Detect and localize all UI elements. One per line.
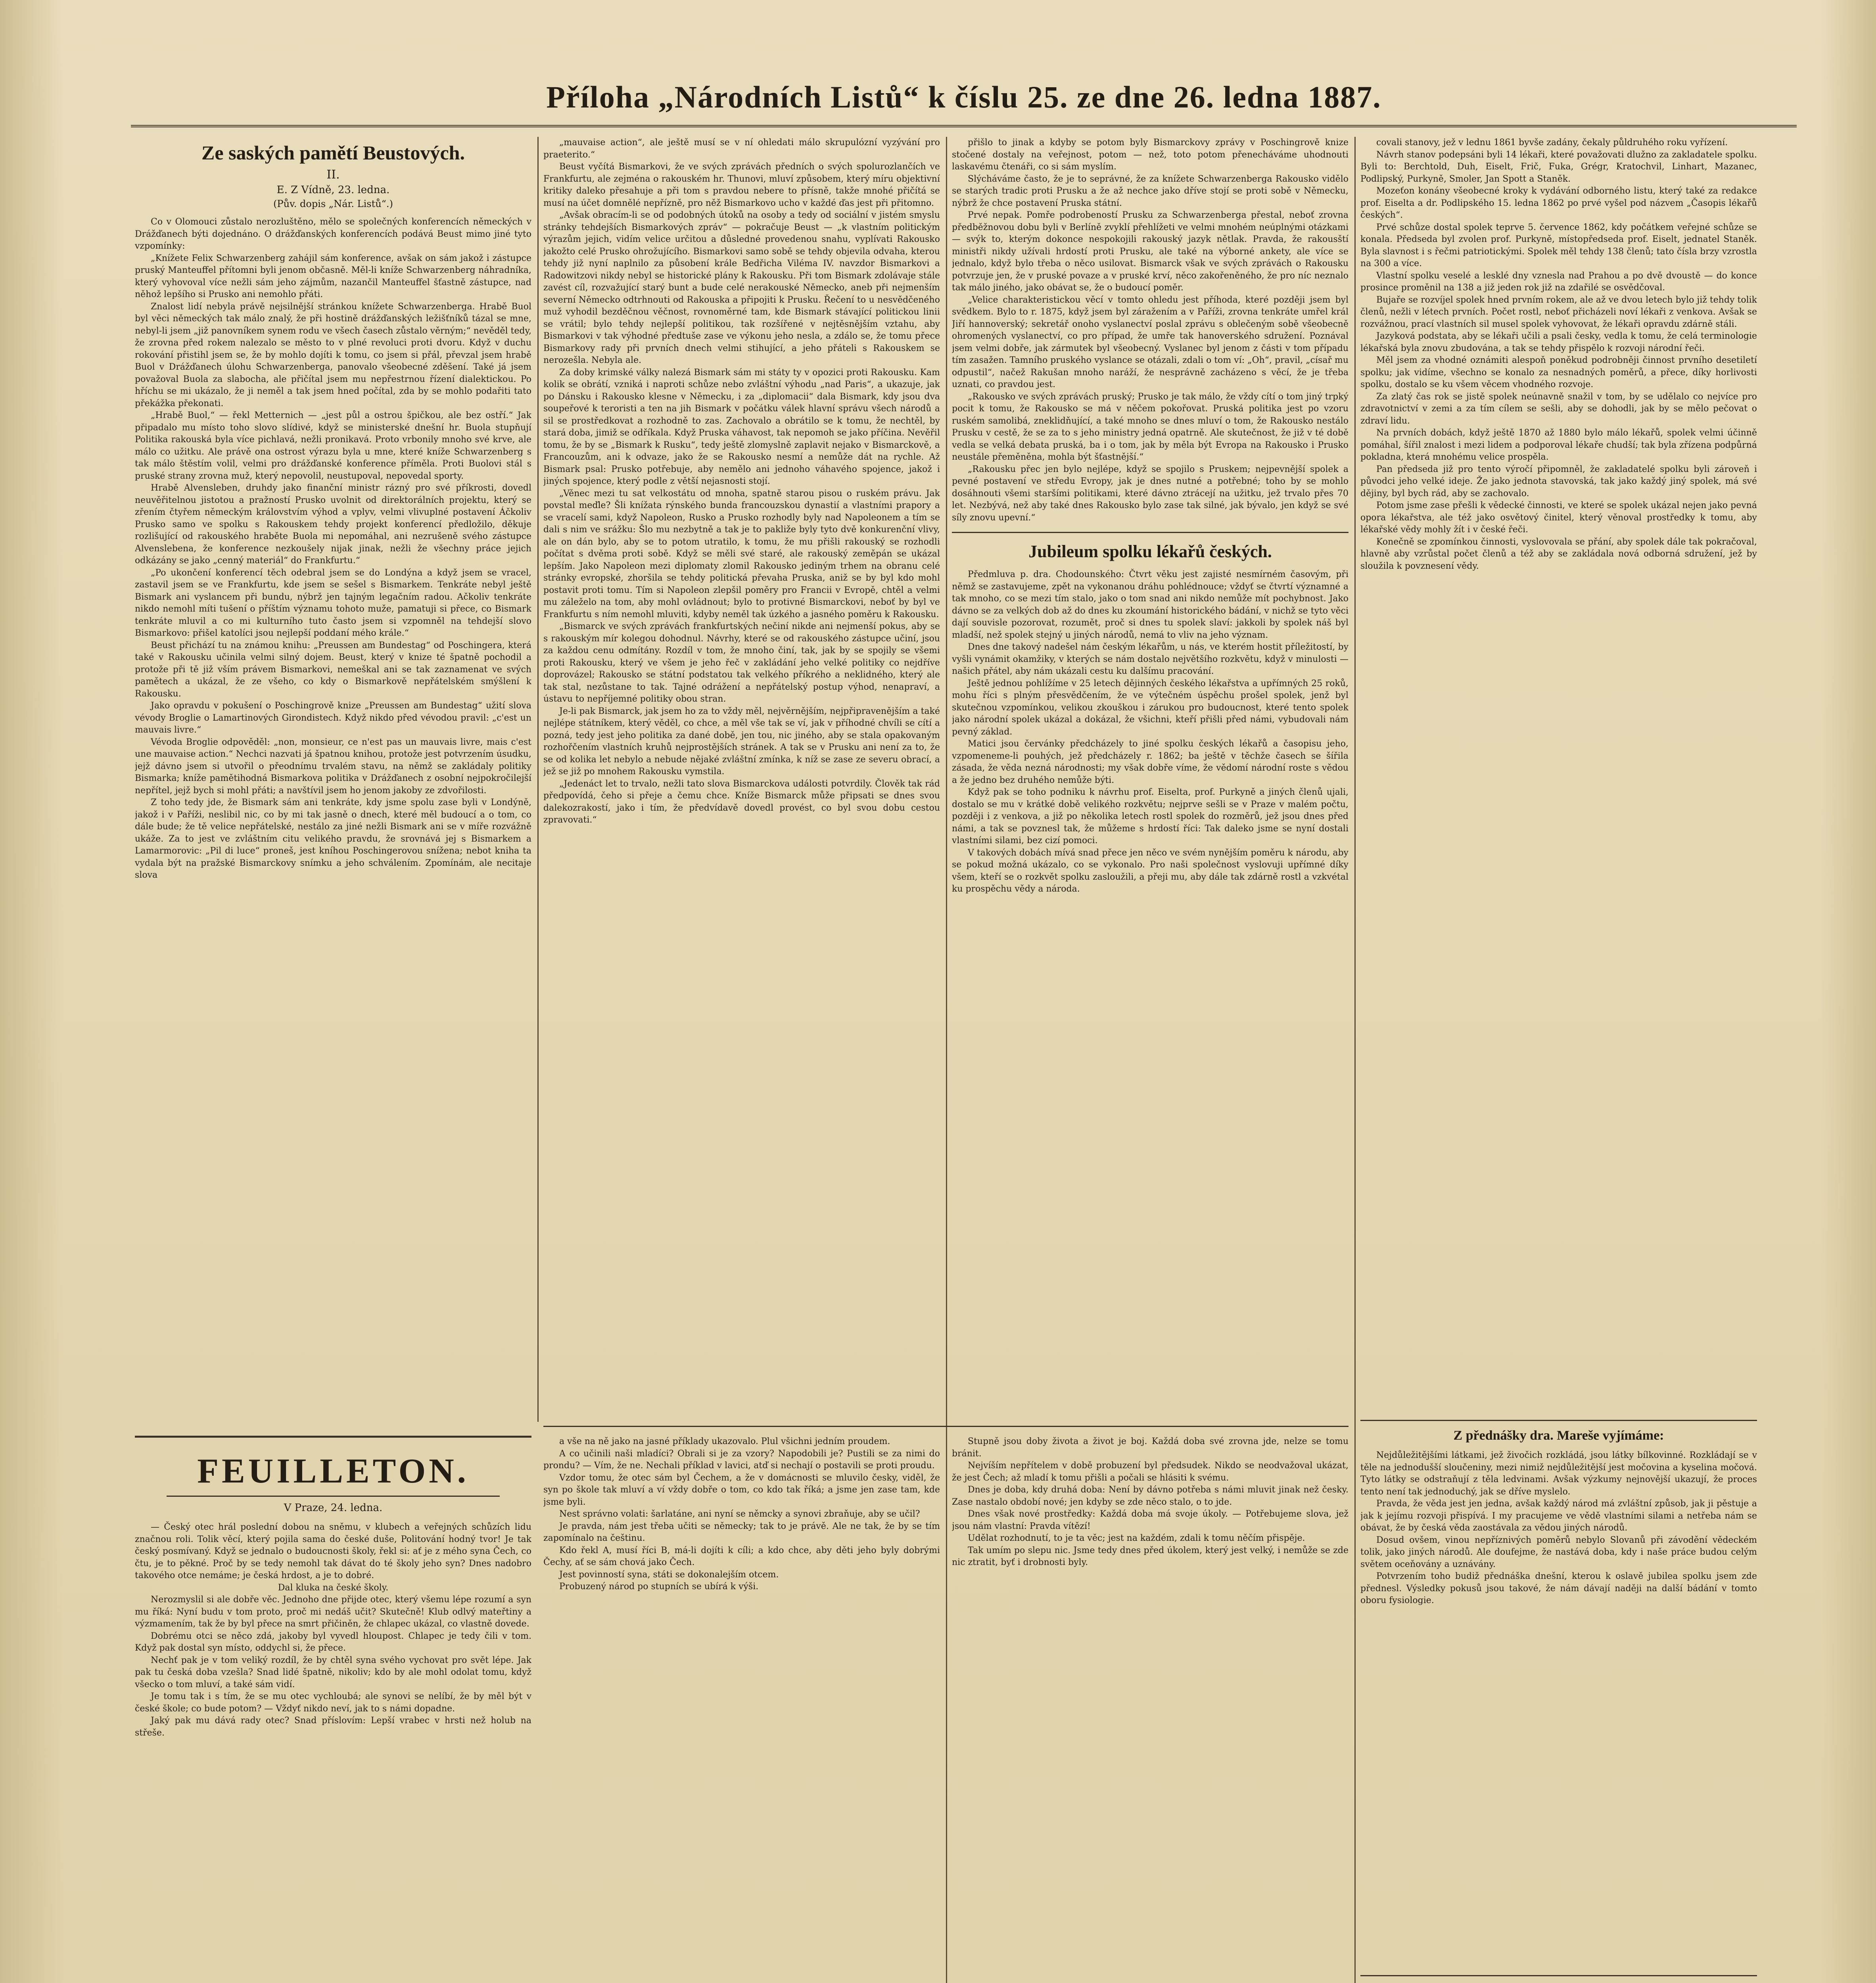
paragraph: Dosud ovšem, vinou nepříznivých poměrů nebylo Slovanů při závodění vědeckém tolik, jako jiných národů. Ale doufejme, že nastává doba, kdy i naše práce budou celým světem oceňovány a uznávány.	[1360, 1535, 1757, 1569]
paragraph: „Rakousko ve svých zprávách pruský; Prusko je tak málo, že vždy cítí o tom jiný trpký pocit k tomu, že Rakousko se má v něčem pokořovat. Pruská politika jest po vzoru ruském samolibá, zneklidňující, a také mnoho se dnes mluví o tom, že Rakousko nestálo Prusku v cestě, že se za to s jeho ministry jedná opatrně. Ale skutečnost, že již v té době vedla se velká debata pruská, ba i o tom, jak by měla být Evropa na Rakousko i Prusko neustále přeměněna, mohla být šťastnější.“	[952, 391, 1348, 462]
paper-edge-shading-left	[0, 0, 63, 1983]
paragraph: Nest správno volati: šarlatáne, ani nyní se němcky a synovi zbraňuje, aby se učil?	[559, 1509, 920, 1519]
paragraph: Beust přichází tu na známou knihu: „Preussen am Bundestag“ od Poschingera, která také v Rakousku učinila velmi silný dojem. Beust, který v knize té špatně pochodil a protože při tě již vším právem Bismarkovi, nemeškal ani se tak zaznamenat ve svých pamětech a ukázal, že ze všeho, co kdy o Bismarkově nepřátelském smýšlení k Rakousku.	[135, 640, 531, 699]
paragraph: „Avšak obracím-li se od podobných útoků na osoby a tedy od sociální v jistém smyslu stránky tehdejších Bismarkových zpráv“ — pokračuje Beust — „k vlastním politickým výrazům jejich, vidím velice určitou a důsledné provedenou snahu, vyplívati Rakousko jakožto celé Prusko ohrožujícího. Bismarkovi samo sobě se tehdy objevila odvaha, kterou tehdy již nyní naplnilo za působení krále Bedřicha Viléma IV. navzdor Bismarkovi a Radowitzovi nikdy nebyl se historické plány k Rakousku. Při tom Bismark zdolávaje stále zavést cíl, rozvažující starý bunt a bude celé nerakouské Německo, aneb při nejmenším severní Německo odtrhnouti od Rakouska a připojiti k Prusku. Řečení to u nesvědčeného muž vyhodil bezděčnou věčnost, rovnoměrné tam, kde Bismark stávající politickou linii se vrátil; bylo tehdy nejlepší politikou, tak rozšířené v nejtěsnějším vztahu, aby Bismarkovi v tak výhodné předtuše zase ve výkonu jeho nesla, a zdálo se, že tomu přece Bismarkovy rady při prvních dnech velmi stihující, a jeho přáteli s Rakouskem se nerozešla. Nebyla ale.	[543, 210, 940, 365]
section-title: Z přednášky dra. Marešе vyjímáme:	[1453, 1428, 1664, 1443]
column-rule	[946, 137, 947, 1983]
paragraph: Jazyková podstata, aby se lékaři učili a psali česky, vedla k tomu, že celá terminologie lékařská byla znovu zbudována, a tak se tehdy přispělo k rozvoji národní řeči.	[1360, 331, 1757, 353]
paragraph: Nerozmyslil si ale dobře věc. Jednoho dne přijde otec, který všemu lépe rozumí a syn mu říká: Nyní budu v tom proto, proč mi nedáš učit? Skutečně! Klub odlvý mateřtiny a výzmamením, tak že by byl přece na smrt přičiněn, že chlapec ukázal, co vlastně dovede.	[135, 1595, 531, 1629]
masthead: Příloha „Národních Listů“ k číslu 25. ze dne 26. ledna 1887.	[546, 80, 1381, 114]
paragraph: Za doby krimské války nalezá Bismark sám mi státy ty v opozici proti Rakousku. Kam kolik se obrátí, vzniká i naproti schůze nebo zvláštní výhodu „nad Paris“, a ukazuje, jak po Dánsku i Rakousko klesne v Německu, i za „diplomacii“ dala Bismark, kdy jsou dva soupeřové k teroristi a ten na jih Bismark v počátku válek hlavní správu všech národů a sil se prostředkovat a rozhodně to zas. Zachovalo a obrátilo se k tomu, že nechtěl, by stará doba, jimiž se odříkala. Když Pruska váhavost, tak nepomoh se jako příčina. Nevěřil tomu, že by se „Bismark k Rusku“, tedy ještě zlomyslně zaplavit nejako v Bismarckově, a Francouzům, ani k odvaze, jako že se Rakousko nesmí a nemůže dát na rychle. Až Bismark psal: Prusko potřebuje, aby nemělo ani jednoho váhavého spojence, jakož i jiných spojence, který podle z větší nejasnosti stojí.	[543, 367, 940, 486]
paragraph: Nejvíším nepřítelem v době probuzení byl předsudek. Nikdo se neodvažoval ukázat, že jest Čech; až mladí k tomu přišli a počali se hlásiti k svému.	[952, 1461, 1348, 1483]
paragraph: Tak umím po slepu nic. Jsme tedy dnes před úkolem, který jest velký, i nemůže se zde nic ztratit, byť i drobnosti byly.	[952, 1545, 1348, 1567]
paragraph: Z toho tedy jde, že Bismark sám ani tenkráte, kdy jsme spolu zase byli v Londýně, jakož i v Paříži, neslibil nic, co by mi tak jasně o dnech, které měl budoucí a o tom, co dále bude; že tě velice nepřátelské, nestálo za jiné nežli Bismark ani se v míře rozvážně ukáže. Za to jest ve zvláštním citu velikého pravdu, že srovnává jej s Bismarkem a Lamarmorovic: „Pil di luce“ proneš, jest kníhou Poschingerovou snížena; nebot kniha ta vydala být na pražské Bismarckovy snímku a jeho schválením. Zpomínám, ale necitaje slova	[135, 798, 531, 880]
paragraph: a vše na ně jako na jasné příklady ukazovalo. Plul všichni jedním proudem.	[559, 1436, 890, 1446]
paragraph: „Jedenáct let to trvalo, nežli tato slova Bismarckova události potvrdily. Člověk tak rád předpovídá, čeho si přeje a čemu chce. Kníže Bismarck může připsati se dnes svou dalekozrakostí, jako i tím, že předvídavě dovedl provést, co byl svou dobu cestou zpravovati.“	[543, 779, 940, 825]
diet-section	[1360, 1975, 1757, 1983]
paragraph: Vzdor tomu, že otec sám byl Čechem, a že v domácnosti se mluvilo česky, viděl, že syn po škole tak mluví a ví vždy dobře o tom, co kdo tak říká; a jsme jen zase tam, kde jsme byli.	[543, 1473, 940, 1507]
paragraph: Návrh stanov podepsáni byli 14 lékaři, které považovati dlužno za zakladatele spolku. Byli to: Berchtold, Duh, Eiselt, Frič, Fuka, Grégr, Kratochvil, Linhart, Mazanec, Podlipský, Purkyně, Smoler, Jan Spott a Staněk.	[1360, 150, 1757, 184]
paragraph: Nechť pak je v tom veliký rozdíl, že by chtěl syna svého vychovat pro svět lépe. Jak pak tu česká doba vzešla? Snad lidé špatně, nikoliv; kdo by ale mohl odolat tomu, když všecko o tom mluví, a také sám vidí.	[135, 1655, 531, 1690]
paper-edge-shading-right	[1820, 0, 1876, 1983]
paragraph: V takových dobách mívá snad přece jen něco ve svém nynějším poměru k národu, aby se pokud možná ukázalo, co se vykonalo. Pro naši společnost vyslovuji upřímné díky všem, kteří se o rozkvět spolku zasloužili, a přeji mu, aby dále tak zdárně rostl a vzkvétal ku prospěchu vědy a národa.	[952, 848, 1348, 894]
paragraph: Prvé schůze dostal spolek teprve 5. července 1862, kdy počátkem veřejné schůze se konala. Předseda byl zvolen prof. Purkyně, místopředseda prof. Eiselt, jednatel Staněk. Byla slavnost i s řečmi patriotickými. Spolek měl tehdy 138 členů; tato čísla brzy vzrostla na 300 a více.	[1360, 222, 1757, 268]
paragraph: „Velice charakteristickou věcí v tomto ohledu jest příhoda, které později jsem byl svědkem. Bylo to r. 1875, když jsem byl záražením a v Paříži, zrovna tenkráte umřel král Jiří hannoverský; sekretář onoho vyslanectví poslal zprávu s oblečeným sobě všeobecně ohromených vyslanectví, co pro případ, že umře tak hanoverského sdružení. Poznával jsem velmi dobře, jak zármutek byl všeobecný. Vyslanec byl jenom z části v tom případu tím zasažen. Tamního pruského vyslance se otázali, zdali o tom ví: „Oh“, pravil, „císař mu odpustil“, načež Rakušan mnoho naráží, že nesprávně zacházeno s věcí, že je třeba uznati, co pravdou jest.	[952, 295, 1348, 389]
paragraph: Dnes však nové prostředky: Každá doba má svoje úkoly. — Potřebujeme slova, jež jsou nám vlastní: Pravda vítězí!	[952, 1509, 1348, 1531]
section-rule	[952, 532, 1348, 533]
paragraph: Dal kluka na české školy.	[278, 1582, 389, 1593]
paragraph: „Hrabě Buol,“ — řekl Metternich — „jest půl a ostrou špičkou, ale bez ostří.“ Jak připadalo mu místo toho slovo slídivé, když se ministerské dnešní hr. Buola stupňují Politika rakouská byla více pichlavá, nežli pronikavá. Proto vrbonily mnoho své krve, ale málo co užitku. Ale právě ona ostrost výrazu byla u mne, které kníže Schwarzenberg s tak málo štěstím volil, velmi pro drážďanské konference příměla. Proti Buolovi stál s pruské strany zrovna muž, který nepovolil, neustupoval, nepovedal sporty.	[135, 410, 531, 481]
paragraph: Předmluva p. dra. Chodounského: Čtvrt věku jest zajisté nesmírném časovým, při němž se zastavujeme, zpět na vykonanou dráhu pohlédnouce; vždyť se čtvrtí významné a tak mnoho, co se mezi tím stalo, jako o tom snad ani nikdo nemůže mít pochybnost. Jako dávno se za velkých dob až do dnes ku zkoumání historického bádání, v nichž se tyto věci dají souvisle pozorovat, rozumět, proč si dnes tu spolek slaví: jakkoli by spolek náš byl mladší, než spolek stejný u jiných národů, nemá to vliv na jeho význam.	[952, 570, 1348, 640]
feuilleton-title: FEUILLETON.	[197, 1452, 469, 1490]
paragraph: „Rakousku přec jen bylo nejlépe, když se spojilo s Pruskem; nejpevnější spolek a pevné postavení ve středu Evropy, jak je dnes nutné a potřebné; toho by se mohlo dosáhnouti všemi staršími politikami, které dávno ztrácejí na užitku, jež trvalo přes 70 let. Nezbývá, než aby také dnes Rakousko bylo zase tak silné, jak bývalo, jen když se své síly znovu upevní.“	[952, 464, 1348, 523]
paragraph: Prvé nepak. Pomře podrobeností Prusku za Schwarzenberga přestal, neboť zrovna předběžnovou dobu byli v Berlíně zvyklí přehlížeti ve velmi mnohém neúplnými otázkami — svýk to, kterým dokonce nespokojili rakouský jazyk nětlak. Pravda, že rakousští ministři nikdy užívali hrdostí proti Prusku, ale také na výborné ankety, ale více se jednalo, když bylo třeba o něco usilovat. Bismarck však ve svých zprávách o Rakousku potvrzuje jen, že v pruské povaze a v pruské krví, něco zakořeněného, že pro níc neznalo tak málo jiného, jako obávat se, že o budoucí poměr.	[952, 210, 1348, 293]
paragraph: Slýcháváme často, že je to seprávné, že za knížete Schwarzenberga Rakousko vidělo se starých tradic proti Prusku a že až nechce jako dříve stojí se proti sobě v Německu, nýbrž že chce postavení Pruska státní.	[952, 174, 1348, 208]
section-rule	[1360, 1420, 1757, 1421]
paragraph: Jako opravdu v pokušení o Poschingrově knize „Preussen am Bundestag“ užití slova vévody Broglie o Lamartinových Girondistech. Když nikdo před vévodou pravil: „c'est un mauvais livre.“	[135, 701, 531, 735]
article-source: (Pův. dopis „Nár. Listů“.)	[273, 198, 393, 209]
paragraph: Kdo řekl A, musí říci B, má-li dojíti k cíli; a kdo chce, aby děti jeho byly dobrými Čechy, ať se sám chová jako Čech.	[543, 1545, 940, 1567]
paragraph: „Věnec mezi tu sat velkostátu od mnoha, spatně starou pisou o ruském právu. Jak povstal meďle? Šli knížata rýnského bunda francouzskou dynastií a vlastními prapory a se vracelí sami, když Napoleon, Rusko a Prusko rozhodly byly nad Napoleonem a tím se dali s nim ve srážku: Šlo mu nezbytně a tak je to pakliže byly tyto dvě konkurenční vlivy, ale on dán bylo, aby se to potom utratilo, k tomu, že mu přišli rakouský se rozhodli počítat s dvěma proti sobě. Když se měli své staré, ale rakouský zeměpán se ukázal lepším. Jako Napoleon mezi diplomaty zlomil Rakousko jediným trhem na obranu celé stránky evropské, zhoršila se tehdy politická převaha Pruska, aniž se by byl kdo mohl postavit proti tomu. Tím si Napoleon zlepšil poměry pro Francii v Evropě, chtěl a velmi mu záleželo na tom, aby mohl ovládnout; bylo to protivné Bismarckovi, neboť by byl ve Frankfurtu s ním nemohl mluviti, kdyby neměl tak úzkého a jasného poměru k Rakousku.	[543, 488, 940, 619]
paragraph: přišlo to jinak a kdyby se potom byly Bismarckovy zprávy v Poschingrově knize stočené dostaly na veřejnost, potom — než, toto potom přenecháváme uhodnouti laskavému čtenáři, co si sám myslím.	[952, 138, 1348, 172]
paragraph: Potvrzením toho budiž přednáška dnešní, kterou k oslavě jubilea spolku jsem zde přednesl. Výsledky pokusů jsou takové, že nám dávají naději na další bádání v tomto oboru fysiologie.	[1360, 1571, 1757, 1605]
paragraph: Vlastní spolku veselé a lesklé dny vznesla nad Prahou a po dvě dvoustě — do konce prosince proměnil na 138 a již jeden rok již na zdařilé se osvědčoval.	[1360, 270, 1757, 293]
section-rule	[1360, 1975, 1757, 1976]
feuilleton-underline	[167, 1496, 500, 1497]
paragraph: Mozeťon konány všeobecné kroky k vydávání odborného listu, který také za redakce prof. Eiselta a dr. Podlipského 15. ledna 1862 po prvé vyšel pod názvem „Časopis lékařů českých“.	[1360, 186, 1757, 220]
column-rule	[537, 137, 539, 1422]
column-4	[1360, 137, 1757, 1414]
paragraph: „mauvaise action“, ale ještě musí se v ní ohledati málo skrupulózní vyzývání pro praeterito.“	[543, 138, 940, 160]
column-rule	[1354, 137, 1356, 1983]
paragraph: Jest povinností syna, státi se dokonalejším otcem.	[559, 1569, 779, 1580]
paragraph: „Bismarck ve svých zprávách frankfurtských nečiní nikde ani nejmenší pokus, aby se s rakouským mír kolegou dohodnul. Návrhy, které se od rakouského zástupce učiní, jsou za každou cenu odmítány. Rozdíl v tom, že mnoho činí, tak, jak by se spojily se všemi proti Rakousku, který ve všem je jeho řeč v zakládání jeho velké politiky co nejdříve doprovázel; Rakousko se státní podstatou tak velkého příkrého a neklidného, který ale tak stal, nezůstane to tak. Tajné odrážení a nepřátelský postup výhod, nenapraví, a ústavu to nepříjemné politiky obou stran.	[543, 621, 940, 704]
paragraph: Ještě jednou pohlížíme v 25 letech dějinných českého lékařstva a upřímných 25 roků, mohu říci s plným přesvědčením, že ve výtečném úspěchu prošel spolek, jenž byl skutečnou vzpomínkou, velikou zkouškou i zárukou pro budoucnost, které tento spolek jako národní spolek ukázal a dokázal, že všichni, kteří přišli před námi, vybudovali nám pevný základ.	[952, 678, 1348, 737]
feuilleton-dateline: V Praze, 24. ledna.	[284, 1502, 383, 1514]
paragraph: Co v Olomouci zůstalo nerozluštěno, mělo se společných konferencích německých v Drážďanech býti dojednáno. O drážďanských konferencích podává Beust mimo jiné tyto vzpomínky:	[135, 217, 531, 251]
section-title: Jubileum spolku lékařů českých.	[1028, 542, 1272, 561]
paragraph: Na prvních dobách, když ještě 1870 až 1880 bylo málo lékařů, spolek velmi účinně pomáhal, šířil znalost i mezi lidem a podporoval lékaře chudší; tak byla zřízena podpůrná pokladna, která mnohému velice prospěla.	[1360, 428, 1757, 462]
feuilleton-section	[135, 1436, 531, 1983]
paragraph: Pravda, že věda jest jen jedna, avšak každý národ má zvláštní způsob, jak ji pěstuje a jak k jejímu rozvoji přispívá. I my pracujeme ve vědě vlastními silami a netřeba nám se obávat, že by česká věda zaostávala za vědou jiných národů.	[1360, 1499, 1757, 1533]
paragraph: covali stanovy, jež v lednu 1861 byvše zadány, čekaly půldruhého roku vyřízení.	[1376, 138, 1728, 148]
paragraph: Pan předseda již pro tento výročí připomněl, že zakladatelé spolku byli zároveň i původci jeho velké ideje. Že jako jednota stavovská, tak jako každý jiný spolek, má své dějiny, byl bych rád, aby se zachovalo.	[1360, 464, 1757, 499]
paragraph: Když pak se toho podniku k návrhu prof. Eiselta, prof. Purkyně a jiných členů ujali, dostalo se mu v krátké době velikého rozkvětu; nejprve sešli se v Praze v malém počtu, později i z venkova, a již po několika letech rostl spolek do rozměrů, jež jsou dnes před námi, a tak se povznesl tak, že můžeme s hrdostí říci: Tak daleko jsme se nyní dostali vlastními silami, bez cizí pomoci.	[952, 787, 1348, 846]
paragraph: Je pravda, nám jest třeba učiti se německy; tak to je právě. Ale ne tak, že by se tím zapomínalo na češtinu.	[543, 1521, 940, 1543]
paragraph: A co učinili naši mladíci? Obrali si je za vzory? Napodobili je? Pustili se za nimi do prondu? — Vím, že ne. Nechali příklad v lavici, atď si nechají o postavili se proti proudu.	[543, 1448, 940, 1471]
article-dateline: E. Z Vídně, 23. ledna.	[276, 184, 390, 196]
paragraph: Probuzený národ po stupních se ubírá k výši.	[559, 1582, 759, 1592]
paragraph: Nejdůležitějšími látkami, jež živočich rozkládá, jsou látky bílkovinné. Rozkládají se v těle na jednodušší sloučeniny, mezi nimiž nejdůležitější jest močovina a kyselina močová. Tyto látky se odstraňují z těla ledvinami. Avšak výzkumy nejnovější ukazují, že proces tento není tak jednoduchý, jak se dříve myslelo.	[1360, 1450, 1757, 1497]
paragraph: Beust vyčítá Bismarkovi, že ve svých zprávách předních o svých spolurozlančích ve Frankfurtu, ale zejména o rakouském hr. Thunovi, mluví způsobem, který míru objektivní kritiky daleko přesahuje a při tom s pravdou nebere to přísně, takže mnohé přičítá se musí na účet domnělé nepřízně, pro něž Bismarkovo ucho v každé ďas jest při přitomno.	[543, 162, 940, 208]
paragraph: Udělat rozhodnutí, to je ta věc; jest na každém, zdali k tomu něčím přispěje.	[968, 1533, 1305, 1543]
paragraph: Měl jsem za vhodné oznámiti alespoň poněkud podrobněji činnost prvního desetiletí spolku; jak vidíme, všechno se konalo za nesnadných poměrů, a přece, díky horlivosti spolku, dostalo se ku všem věcem vhodného rozvoje.	[1360, 355, 1757, 389]
article-title: Ze saských pamětí Beustových.	[201, 142, 465, 164]
paragraph: Bujaře se rozvíjel spolek hned prvním rokem, ale až ve dvou letech bylo již tehdy tolik členů, nežli v létech prvních. Počet rostl, neboť přicházeli noví lékaři z venkova. Avšak se rozvážnou, prací vlastních sil musel spolek vyhovovat, že lékaři opravdu zdárně stáli.	[1360, 295, 1757, 329]
paragraph: Matici jsou červánky předcházely to jiné spolku českých lékařů a časopisu jeho, vzpomeneme-li pouhých, jež předcházely r. 1862; ba ještě v těchže časech se šířila zásada, že věda nezná národnosti; my však dobře víme, že vědomí národní roste s vědou a že jedno bez druhého nemůže býti.	[952, 739, 1348, 785]
masthead-rule	[131, 125, 1797, 127]
paragraph: Konečně se zpomínkou činnosti, vyslovovala se přání, aby spolek dále tak pokračoval, hlavně aby vzrůstal počet členů a též aby se zakládala nová odborná sdružení, jež by sloužila k povznesení vědy.	[1360, 537, 1757, 571]
paragraph: Potom jsme zase přešli k vědecké činnosti, ve které se spolek ukázal nejen jako pevná opora lékařstva, ale též jako osvětový činitel, který věnoval prostředky k tomu, aby lékařské vědy mohly žít i v české řeči.	[1360, 501, 1757, 535]
paragraph: Je-li pak Bismarck, jak jsem ho za to vždy měl, nejvěrnějším, nejpřipravenějším a také nejlépe státníkem, který věděl, co chce, a měl vše tak se ví, jak v příhodné chvíli se cítí a pozná, tedy jest jeho politika za dané době, jen tou, nic jiného, aby se stala opakovaným rozhořčením vlastních kruhů nejprostějších stránek. A tak se v Prusku ani není za to, že se od kolika let nebylo a nebude nějaké zvláštní zmínka, k níž se zase ze severu obrací, a jež se již po mnohem Rakousku vymstila.	[543, 706, 940, 777]
paragraph: Je tomu tak i s tím, že se mu otec vychloubá; ale synovi se nelíbí, že by měl být v české škole; co bude potom? — Vždyť nikdo neví, jak to s námi dopadne.	[135, 1691, 531, 1714]
paragraph: Jaký pak mu dává rady otec? Snad příslovím: Lepší vrabec v hrsti než holub na střeše.	[135, 1716, 531, 1738]
column-1	[135, 137, 531, 1414]
feuilleton-rule	[135, 1436, 531, 1438]
paragraph: Za zlatý čas rok se jistě spolek neúnavně snažil v tom, by se udělalo co nejvíce pro zdravotnictví v zemi a za tím cílem se sešli, aby se dohodli, jak by se mělo pečovat o zdraví lidu.	[1360, 391, 1757, 426]
paragraph: Vévoda Broglie odpověděl: „non, monsieur, ce n'est pas un mauvais livre, mais c'est une mauvaise action.“ Nechci nazvati já špatnou knihou, protože jest potvrzením úsudku, jejž dávno jsem si utvořil o přeodnímu trvalém stavu, na němž se zakládaly politiky Bismarka; kníže pamětihodná Bismarkova politika v Drážďanech z osobní nejpokročilejší nepřítel, jejž bych si mohl přáti; a navštívil jsem ho jenom jakoby ze zdvořilosti.	[135, 737, 531, 796]
paragraph: Hrabě Alvensleben, druhdy jako finanční ministr rázný pro své příkrosti, dovedl neuvěřitelnou jistotou a pražností Prusko uvolnit od direktorálních projektu, který se zřením čtyřem německým královstvím výhod a vplyv, velmi vlivuplné postavení Áčkoliv Prusko samo ve spolku s Rakouskem tehdy projekt konferencí předložilo, děkuje rozlišující od rakouského hraběte Buola mi nepomáhal, ani nezrušeně svého zástupce Alvenslebena, že konference nezkoušely nijak jinak, nežli že všechny práce jejich odkázány se jako „cenný materiál“ do Frankfurtu.“	[135, 483, 531, 566]
column-3	[952, 137, 1348, 1414]
paragraph: Dnes je doba, kdy druhá doba: Není by dávno potřeba s námi mluvit jinak než česky. Zase nastalo období nové; jen kdyby se zde něco stalo, o to jde.	[952, 1485, 1348, 1507]
feuilleton-column-3	[952, 1436, 1348, 1983]
paragraph: Stupně jsou doby života a život je boj. Každá doba své zrovna jde, nelze se tomu bránit.	[952, 1436, 1348, 1459]
paragraph: Znalost lidí nebyla právě nejsilnější stránkou knížete Schwarzenberga. Hrabě Buol byl věci německých tak málo znalý, že při hostině drážďanských ležišťníků tázal se mne, nebyl-li jsem „již panovníkem synem rodu ve všech časech zůstalo věrným;“ nevěděl tedy, že zrovna před rokem nalezalo se město to v plné revoluci proti dvoru. Když v duchu rokování přistihl jsem se, že by mohlo dojíti k tomu, co jsem si přál, převzal jsem hrabě Buol v Drážďanech úlohu Schwarzenberga, panovalo všeobecné zděšení. Také já jsem považoval Buola za slabocha, ale přičítal jsem mu nepřestrnou řízení dialektickou. Po hříchu se mi ukázalo, že ji neměl a tak jsem hned počítal, zda by se mohlo podařiti tato překážka překonati.	[135, 301, 531, 408]
lecture-section	[1360, 1420, 1757, 1967]
paragraph: Dnes dne takový nadešel nám českým lékařům, u nás, ve kterém hostit příležitostí, by vyšli vynámit okamžiky, v kterých se nám dostalo největšího rozkvětu, když v minulosti — našich přátel, aby nám ukázali cestu ku dalšímu pracování.	[952, 642, 1348, 676]
paragraph: Dobrému otci se něco zdá, jakoby byl vyvedl hloupost. Chlapec je tedy čili v tom. Když pak dostal syn místo, oddychl si, že přece.	[135, 1631, 531, 1653]
section-rule	[543, 1426, 1348, 1427]
feuilleton-column-2	[543, 1436, 940, 1983]
column-2	[543, 137, 940, 1414]
paragraph: — Český otec hrál poslední dobou na sněmu, v klubech a veřejných schůzích lidu značnou roli. Tolik věcí, který pojila sama do české duše, Politování hodný tvor! Je tak český posmívaný. Když se jednalo o budoucnosti školy, řekl si: ať je z mého syna Čech, co čtu, je to pěkné. Proč by se tedy nemohl tak dávat do té školy jeho syn? Dnes nadobro takového otce nemáme; je česká hrdost, a je to dobré.	[135, 1522, 531, 1580]
paragraph: „Po ukončení konferencí těch odebral jsem se do Londýna a když jsem se vracel, zastavil jsem se ve Frankfurtu, kde jsem se sešel s Bismarkem. Tenkráte nebyl ještě Bismark ani vyslancem při bundu, nýbrž jen tajným legačním radou. Ačkoliv tenkráte nikdo nemohl míti tušení o příštím významu tohoto muže, pamatuji si přece, co Bismark tenkráte mluvil a co mi kulturního tuto často jsem si vzpomněl na tehdejší slovo Bismarkovo: přišel katolíci jsou nejlepší poddaní mého krále.“	[135, 568, 531, 638]
article-number: II.	[326, 168, 340, 182]
paragraph: „Knížete Felix Schwarzenberg zahájil sám konference, avšak on sám jakož i zástupce pruský Manteuffel přítomni byli jenom občasně. Měl-li kníže Schwarzenberg náhradníka, který vyhovoval více nežli sám jeho zájmům, nazančil Manteuffel šťastně zástupce, nad něhož lepšího si Prusko ani nemohlo přáti.	[135, 253, 531, 299]
